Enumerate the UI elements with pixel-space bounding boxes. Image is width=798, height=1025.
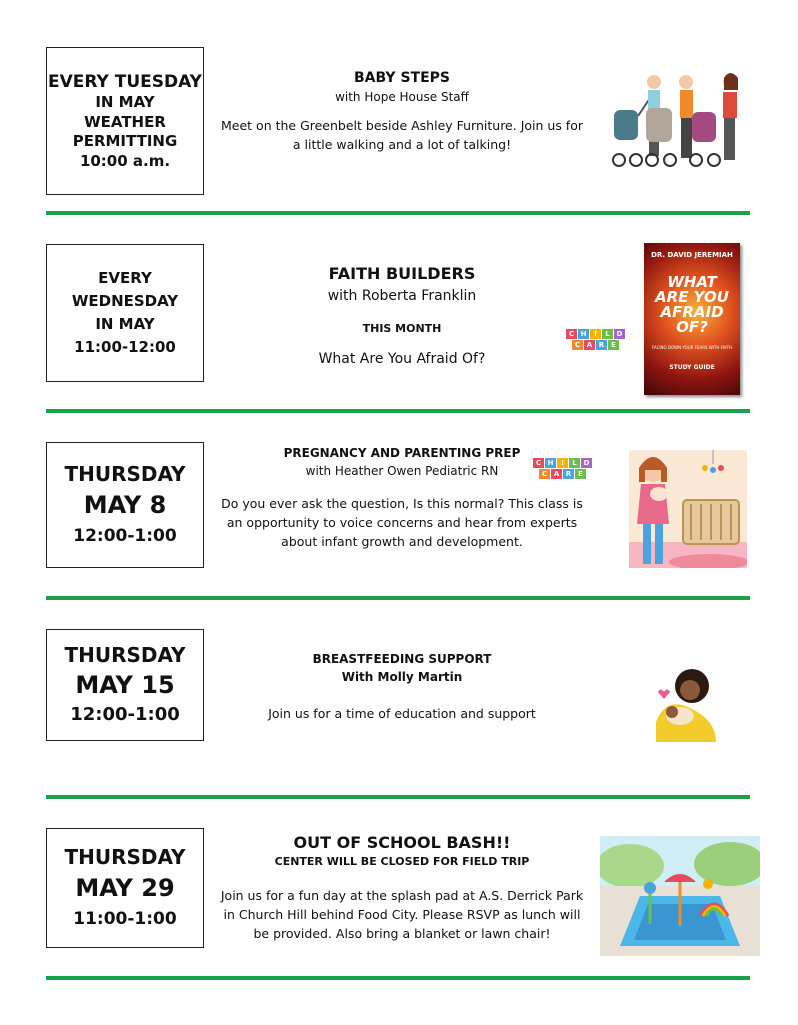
date-line: 12:00-1:00 [73,526,177,546]
breastfeeding-mother-image [650,664,722,744]
block-letter: E [575,469,586,479]
block-letter: L [602,329,613,339]
date-line: EVERY [98,269,152,287]
event-title: FAITH BUILDERS [328,264,476,283]
block-letter: R [563,469,574,479]
date-box-breastfeeding [46,629,204,741]
date-line: THURSDAY [64,462,186,486]
section-divider [46,596,750,600]
block-letter: I [557,458,568,468]
book-title-line: WHAT [667,273,717,291]
date-line: PERMITTING [72,132,178,151]
block-letter: I [590,329,601,339]
date-line: THURSDAY [64,643,186,667]
date-line: MAY 15 [75,671,175,699]
block-letter: C [539,469,550,479]
date-box-pregnancy-prep [46,442,204,568]
block-letter: C [572,340,583,350]
book-title-line: OF? [676,318,708,336]
moms-with-strollers-image [604,68,754,172]
section-divider [46,211,750,215]
mother-baby-nursery-image [629,450,747,568]
book-label: STUDY GUIDE [669,364,715,371]
event-description: What Are You Afraid Of? [318,351,486,367]
block-letter: A [584,340,595,350]
event-out-of-school-bash [214,832,590,943]
childcare-blocks-icon [566,329,625,350]
block-letter: C [566,329,577,339]
date-line: IN MAY [95,315,155,333]
section-divider [46,976,750,980]
block-letter: D [614,329,625,339]
date-line: 10:00 a.m. [79,151,171,170]
event-title: BABY STEPS [354,70,450,86]
event-faith-builders [214,263,590,369]
book-subtitle: FACING DOWN YOUR FEARS WITH FAITH [651,345,733,350]
event-subtitle: with Heather Owen Pediatric RN [305,464,499,478]
block-letter: A [551,469,562,479]
date-line: WEATHER [84,112,166,131]
block-letter: E [608,340,619,350]
date-line: MAY 8 [83,491,167,519]
event-title: BREASTFEEDING SUPPORT [312,652,492,666]
block-letter: H [545,458,556,468]
book-title-line: ARE YOU [655,288,729,306]
date-box-out-of-school-bash [46,828,204,948]
block-letter: R [596,340,607,350]
block-letter: H [578,329,589,339]
event-title: PREGNANCY AND PARENTING PREP [283,446,521,460]
childcare-blocks-icon [533,458,592,479]
event-description: Meet on the Greenbelt beside Ashley Furniture. Join us for a little walking and a lot of talking! [221,118,583,152]
book-author: DR. DAVID JEREMIAH [651,251,733,259]
event-subtitle: with Hope House Staff [335,90,469,104]
date-line: 11:00-12:00 [74,338,176,356]
book-cover-image [644,243,740,395]
block-letter: D [581,458,592,468]
date-line: 11:00-1:00 [73,909,177,929]
date-line: THURSDAY [64,845,186,869]
event-baby-steps [214,68,590,154]
event-description: Join us for a fun day at the splash pad at A.S. Derrick Park in Church Hill behind Food City. Please RSVP as lunch will be provided. Also bring a blanket or lawn chair! [220,888,584,941]
splash-pad-image [600,836,760,956]
event-breastfeeding [214,650,590,723]
event-title: OUT OF SCHOOL BASH!! [293,833,511,852]
date-box-baby-steps [46,47,204,195]
block-letter: C [533,458,544,468]
event-subtitle: With Molly Martin [341,670,463,684]
section-divider [46,409,750,413]
date-line: IN MAY [95,93,155,112]
section-divider [46,795,750,799]
date-line: EVERY TUESDAY [48,71,202,92]
event-subtitle: CENTER WILL BE CLOSED FOR FIELD TRIP [274,855,530,868]
date-line: MAY 29 [75,874,175,902]
event-description: Do you ever ask the question, Is this normal? This class is an opportunity to voice concerns and hear from experts about infant growth and development. [221,496,583,549]
event-description: Join us for a time of education and support [268,706,536,721]
event-note: THIS MONTH [362,322,442,335]
date-line: WEDNESDAY [71,292,179,310]
date-line: 12:00-1:00 [70,704,180,725]
date-box-faith-builders [46,244,204,382]
block-letter: L [569,458,580,468]
book-title-line: AFRAID [660,303,724,321]
event-subtitle: with Roberta Franklin [327,288,477,304]
